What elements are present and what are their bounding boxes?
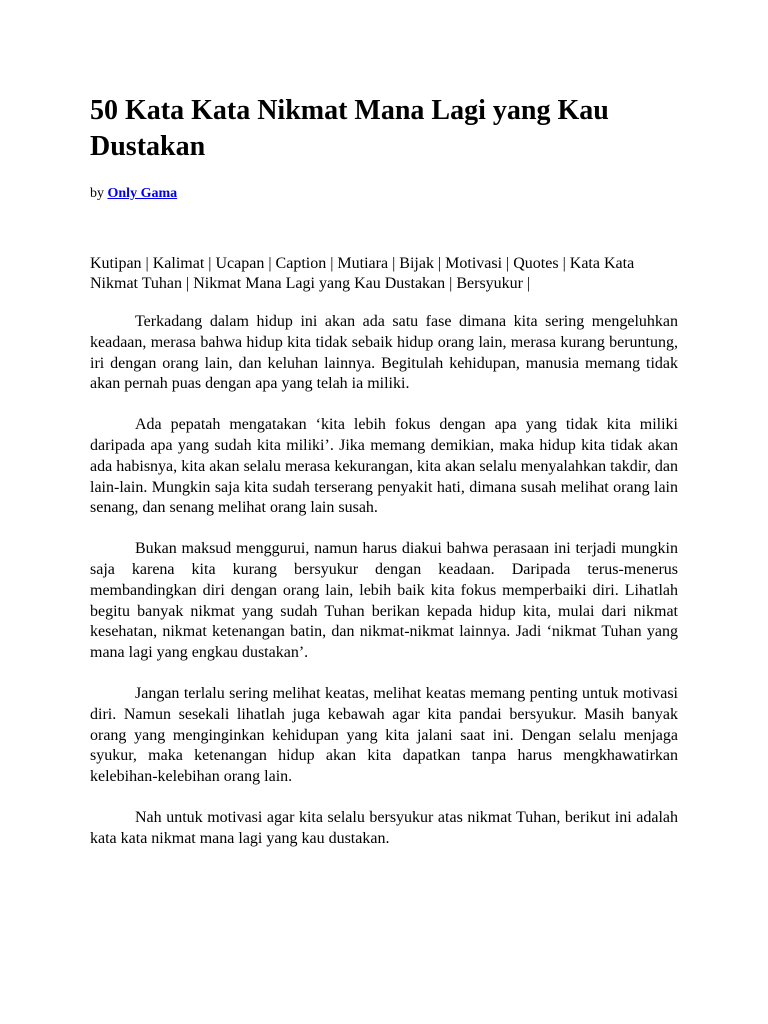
byline [90,185,678,203]
article [90,93,678,866]
author-link[interactable]: Only Gama [107,186,178,201]
paragraph-1: Terkadang dalam hidup ini akan ada satu fase dimana kita sering mengeluhkan keadaan, merasa bahwa hidup kita tidak sebaik hidup orang lain, merasa kurang beruntung, iri dengan orang lain, dan keluhan lainnya. Begitulah kehidupan, manusia memang tidak akan pernah puas dengan apa yang telah ia miliki. [90,313,678,393]
paragraph-3: Bukan maksud menggurui, namun harus diakui bahwa perasaan ini terjadi mungkin saja karena kita kurang bersyukur dengan keadaan. Daripada terus-menerus membandingkan diri dengan orang lain, lebih baik kita fokus memperbaiki diri. Lihatlah begitu banyak nikmat yang sudah Tuhan berikan kepada hidup kita, mulai dari nikmat kesehatan, nikmat ketenangan batin, dan nikmat-nikmat lainnya. Jadi ‘nikmat Tuhan yang mana lagi yang engkau dustakan’. [90,540,678,662]
tag-list: Kutipan | Kalimat | Ucapan | Caption | Mutiara | Bijak | Motivasi | Quotes | Kata Kata Nikmat Tuhan | Nikmat Mana Lagi yang Kau Dustakan | Bersyukur | [90,255,635,292]
page-title: 50 Kata Kata Nikmat Mana Lagi yang Kau Dustakan [90,95,609,162]
byline-label: by [90,186,108,201]
paragraph-2: Ada pepatah mengatakan ‘kita lebih fokus dengan apa yang tidak kita miliki daripada apa yang sudah kita miliki’. Jika memang demikian, maka hidup kita tidak akan ada habisnya, kita akan selalu merasa kekurangan, kita akan selalu menyalahkan takdir, dan lain-lain. Mungkin saja kita sudah terserang penyakit hati, dimana susah melihat orang lain senang, dan senang melihat orang lain susah. [90,416,678,517]
paragraph-4: Jangan terlalu sering melihat keatas, melihat keatas memang penting untuk motivasi diri. Namun sesekali lihatlah juga kebawah agar kita pandai bersyukur. Masih banyak orang yang menginginkan kehidupan yang kita jalani saat ini. Dengan selalu menjaga syukur, maka ketenangan hidup akan kita dapatkan tanpa harus mengkhawatirkan kelebihan-kelebihan orang lain. [90,684,678,786]
paragraph-5: Nah untuk motivasi agar kita selalu bersyukur atas nikmat Tuhan, berikut ini adalah kata kata nikmat mana lagi yang kau dustakan. [90,808,678,847]
